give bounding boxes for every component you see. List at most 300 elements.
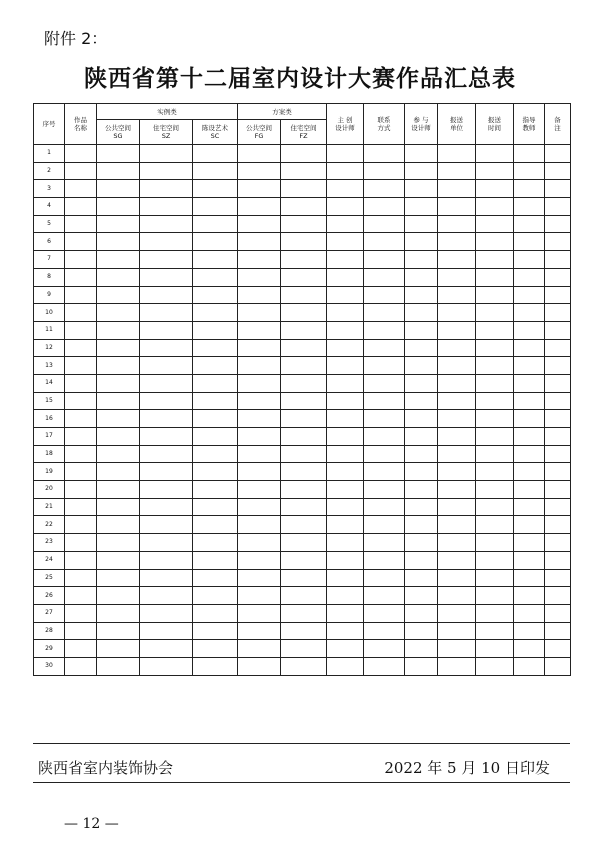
table-cell[interactable] <box>545 428 571 446</box>
table-cell[interactable] <box>281 481 327 499</box>
table-cell[interactable] <box>514 304 545 322</box>
table-cell[interactable] <box>514 392 545 410</box>
table-cell[interactable] <box>438 180 476 198</box>
table-cell[interactable] <box>405 410 438 428</box>
table-cell[interactable] <box>364 374 405 392</box>
table-cell[interactable] <box>327 304 364 322</box>
table-cell[interactable] <box>327 498 364 516</box>
table-cell[interactable] <box>238 534 281 552</box>
table-cell[interactable] <box>140 622 193 640</box>
table-cell[interactable] <box>65 357 97 375</box>
table-cell[interactable] <box>238 357 281 375</box>
table-cell[interactable] <box>65 374 97 392</box>
table-cell[interactable] <box>140 392 193 410</box>
table-cell[interactable] <box>65 392 97 410</box>
table-cell[interactable] <box>438 321 476 339</box>
table-cell[interactable] <box>193 339 238 357</box>
table-cell[interactable] <box>281 392 327 410</box>
table-cell[interactable] <box>327 180 364 198</box>
table-cell[interactable] <box>438 145 476 163</box>
table-cell[interactable] <box>97 569 140 587</box>
table-cell[interactable] <box>327 516 364 534</box>
table-cell[interactable] <box>238 410 281 428</box>
table-cell[interactable] <box>193 516 238 534</box>
table-cell[interactable] <box>65 445 97 463</box>
table-cell[interactable] <box>238 428 281 446</box>
table-cell[interactable] <box>238 604 281 622</box>
table-cell[interactable] <box>281 374 327 392</box>
table-cell[interactable] <box>65 268 97 286</box>
table-cell[interactable] <box>97 304 140 322</box>
table-cell[interactable] <box>476 233 514 251</box>
table-cell[interactable] <box>281 534 327 552</box>
table-cell[interactable] <box>545 622 571 640</box>
table-cell[interactable] <box>405 481 438 499</box>
table-cell[interactable] <box>514 516 545 534</box>
table-cell[interactable] <box>545 339 571 357</box>
table-cell[interactable] <box>405 569 438 587</box>
table-cell[interactable] <box>140 551 193 569</box>
table-cell[interactable] <box>193 251 238 269</box>
table-cell[interactable] <box>281 445 327 463</box>
table-cell[interactable] <box>97 162 140 180</box>
table-cell[interactable] <box>97 428 140 446</box>
table-cell[interactable] <box>281 233 327 251</box>
table-cell[interactable] <box>65 304 97 322</box>
table-cell[interactable] <box>438 215 476 233</box>
table-cell[interactable] <box>514 410 545 428</box>
table-cell[interactable] <box>238 233 281 251</box>
table-cell[interactable] <box>193 463 238 481</box>
table-cell[interactable] <box>97 657 140 675</box>
table-cell[interactable] <box>238 587 281 605</box>
table-cell[interactable] <box>545 445 571 463</box>
table-cell[interactable] <box>514 604 545 622</box>
table-cell[interactable] <box>238 286 281 304</box>
table-cell[interactable] <box>364 392 405 410</box>
table-cell[interactable] <box>514 481 545 499</box>
table-cell[interactable] <box>476 428 514 446</box>
table-cell[interactable] <box>514 374 545 392</box>
table-cell[interactable] <box>364 162 405 180</box>
table-cell[interactable] <box>438 162 476 180</box>
table-cell[interactable] <box>97 357 140 375</box>
table-cell[interactable] <box>364 551 405 569</box>
table-cell[interactable] <box>140 251 193 269</box>
table-cell[interactable] <box>65 339 97 357</box>
table-cell[interactable] <box>97 251 140 269</box>
table-cell[interactable] <box>545 268 571 286</box>
table-cell[interactable] <box>97 534 140 552</box>
table-cell[interactable] <box>327 215 364 233</box>
table-cell[interactable] <box>65 321 97 339</box>
table-cell[interactable] <box>514 657 545 675</box>
table-cell[interactable] <box>327 268 364 286</box>
table-cell[interactable] <box>140 410 193 428</box>
table-cell[interactable] <box>281 180 327 198</box>
table-cell[interactable] <box>514 215 545 233</box>
table-cell[interactable] <box>545 498 571 516</box>
table-cell[interactable] <box>281 657 327 675</box>
table-cell[interactable] <box>327 569 364 587</box>
table-cell[interactable] <box>545 374 571 392</box>
table-cell[interactable] <box>65 162 97 180</box>
table-cell[interactable] <box>545 516 571 534</box>
table-cell[interactable] <box>238 569 281 587</box>
table-cell[interactable] <box>327 463 364 481</box>
table-cell[interactable] <box>140 374 193 392</box>
table-cell[interactable] <box>140 304 193 322</box>
table-cell[interactable] <box>65 604 97 622</box>
table-cell[interactable] <box>476 587 514 605</box>
table-cell[interactable] <box>545 233 571 251</box>
table-cell[interactable] <box>405 339 438 357</box>
table-cell[interactable] <box>140 569 193 587</box>
table-cell[interactable] <box>97 445 140 463</box>
table-cell[interactable] <box>281 215 327 233</box>
table-cell[interactable] <box>476 162 514 180</box>
table-cell[interactable] <box>405 445 438 463</box>
table-cell[interactable] <box>476 516 514 534</box>
table-cell[interactable] <box>193 410 238 428</box>
table-cell[interactable] <box>238 268 281 286</box>
table-cell[interactable] <box>238 145 281 163</box>
table-cell[interactable] <box>438 304 476 322</box>
table-cell[interactable] <box>281 622 327 640</box>
table-cell[interactable] <box>140 498 193 516</box>
table-cell[interactable] <box>438 640 476 658</box>
table-cell[interactable] <box>238 516 281 534</box>
table-cell[interactable] <box>476 145 514 163</box>
table-cell[interactable] <box>438 569 476 587</box>
table-cell[interactable] <box>476 198 514 216</box>
table-cell[interactable] <box>140 428 193 446</box>
table-cell[interactable] <box>97 516 140 534</box>
table-cell[interactable] <box>545 569 571 587</box>
table-cell[interactable] <box>327 233 364 251</box>
table-cell[interactable] <box>514 357 545 375</box>
table-cell[interactable] <box>364 357 405 375</box>
table-cell[interactable] <box>281 463 327 481</box>
table-cell[interactable] <box>238 481 281 499</box>
table-cell[interactable] <box>65 145 97 163</box>
table-cell[interactable] <box>140 162 193 180</box>
table-cell[interactable] <box>327 145 364 163</box>
table-cell[interactable] <box>238 640 281 658</box>
table-cell[interactable] <box>97 286 140 304</box>
table-cell[interactable] <box>97 233 140 251</box>
table-cell[interactable] <box>193 498 238 516</box>
table-cell[interactable] <box>97 463 140 481</box>
table-cell[interactable] <box>281 198 327 216</box>
table-cell[interactable] <box>514 498 545 516</box>
table-cell[interactable] <box>438 233 476 251</box>
table-cell[interactable] <box>65 428 97 446</box>
table-cell[interactable] <box>193 304 238 322</box>
table-cell[interactable] <box>238 657 281 675</box>
table-cell[interactable] <box>364 445 405 463</box>
table-cell[interactable] <box>281 498 327 516</box>
table-cell[interactable] <box>364 640 405 658</box>
table-cell[interactable] <box>405 162 438 180</box>
table-cell[interactable] <box>65 481 97 499</box>
table-cell[interactable] <box>476 551 514 569</box>
table-cell[interactable] <box>281 162 327 180</box>
table-cell[interactable] <box>97 392 140 410</box>
table-cell[interactable] <box>438 251 476 269</box>
table-cell[interactable] <box>405 268 438 286</box>
table-cell[interactable] <box>238 162 281 180</box>
table-cell[interactable] <box>545 198 571 216</box>
table-cell[interactable] <box>476 392 514 410</box>
table-cell[interactable] <box>405 657 438 675</box>
table-cell[interactable] <box>438 587 476 605</box>
table-cell[interactable] <box>514 463 545 481</box>
table-cell[interactable] <box>364 481 405 499</box>
table-cell[interactable] <box>327 640 364 658</box>
table-cell[interactable] <box>545 481 571 499</box>
table-cell[interactable] <box>476 445 514 463</box>
table-cell[interactable] <box>405 145 438 163</box>
table-cell[interactable] <box>327 587 364 605</box>
table-cell[interactable] <box>193 268 238 286</box>
table-cell[interactable] <box>476 374 514 392</box>
table-cell[interactable] <box>281 604 327 622</box>
table-cell[interactable] <box>238 392 281 410</box>
table-cell[interactable] <box>193 374 238 392</box>
table-cell[interactable] <box>193 162 238 180</box>
table-cell[interactable] <box>238 251 281 269</box>
table-cell[interactable] <box>327 339 364 357</box>
table-cell[interactable] <box>140 321 193 339</box>
table-cell[interactable] <box>514 587 545 605</box>
table-cell[interactable] <box>514 180 545 198</box>
table-cell[interactable] <box>405 286 438 304</box>
table-cell[interactable] <box>514 286 545 304</box>
table-cell[interactable] <box>514 622 545 640</box>
table-cell[interactable] <box>238 304 281 322</box>
table-cell[interactable] <box>364 410 405 428</box>
table-cell[interactable] <box>438 198 476 216</box>
table-cell[interactable] <box>97 498 140 516</box>
table-cell[interactable] <box>327 657 364 675</box>
table-cell[interactable] <box>545 640 571 658</box>
table-cell[interactable] <box>65 198 97 216</box>
table-cell[interactable] <box>193 145 238 163</box>
table-cell[interactable] <box>405 551 438 569</box>
table-cell[interactable] <box>438 622 476 640</box>
table-cell[interactable] <box>364 604 405 622</box>
table-cell[interactable] <box>140 286 193 304</box>
table-cell[interactable] <box>545 534 571 552</box>
table-cell[interactable] <box>193 587 238 605</box>
table-cell[interactable] <box>364 321 405 339</box>
table-cell[interactable] <box>405 357 438 375</box>
table-cell[interactable] <box>193 569 238 587</box>
table-cell[interactable] <box>405 198 438 216</box>
table-cell[interactable] <box>514 321 545 339</box>
table-cell[interactable] <box>438 463 476 481</box>
table-cell[interactable] <box>438 339 476 357</box>
table-cell[interactable] <box>140 445 193 463</box>
table-cell[interactable] <box>327 374 364 392</box>
table-cell[interactable] <box>364 534 405 552</box>
table-cell[interactable] <box>405 428 438 446</box>
table-cell[interactable] <box>364 251 405 269</box>
table-cell[interactable] <box>514 445 545 463</box>
table-cell[interactable] <box>405 251 438 269</box>
table-cell[interactable] <box>476 622 514 640</box>
table-cell[interactable] <box>545 145 571 163</box>
table-cell[interactable] <box>65 587 97 605</box>
table-cell[interactable] <box>140 640 193 658</box>
table-cell[interactable] <box>281 304 327 322</box>
table-cell[interactable] <box>545 357 571 375</box>
table-cell[interactable] <box>281 145 327 163</box>
table-cell[interactable] <box>140 481 193 499</box>
table-cell[interactable] <box>405 215 438 233</box>
table-cell[interactable] <box>545 215 571 233</box>
table-cell[interactable] <box>476 463 514 481</box>
table-cell[interactable] <box>140 534 193 552</box>
table-cell[interactable] <box>364 304 405 322</box>
table-cell[interactable] <box>238 445 281 463</box>
table-cell[interactable] <box>545 286 571 304</box>
table-cell[interactable] <box>545 463 571 481</box>
table-cell[interactable] <box>405 392 438 410</box>
table-cell[interactable] <box>327 286 364 304</box>
table-cell[interactable] <box>65 534 97 552</box>
table-cell[interactable] <box>514 233 545 251</box>
table-cell[interactable] <box>364 587 405 605</box>
table-cell[interactable] <box>97 198 140 216</box>
table-cell[interactable] <box>65 498 97 516</box>
table-cell[interactable] <box>476 569 514 587</box>
table-cell[interactable] <box>65 463 97 481</box>
table-cell[interactable] <box>545 657 571 675</box>
table-cell[interactable] <box>364 463 405 481</box>
table-cell[interactable] <box>238 321 281 339</box>
table-cell[interactable] <box>97 551 140 569</box>
table-cell[interactable] <box>327 198 364 216</box>
table-cell[interactable] <box>514 640 545 658</box>
table-cell[interactable] <box>405 516 438 534</box>
table-cell[interactable] <box>281 321 327 339</box>
table-cell[interactable] <box>476 251 514 269</box>
table-cell[interactable] <box>193 622 238 640</box>
table-cell[interactable] <box>327 251 364 269</box>
table-cell[interactable] <box>281 410 327 428</box>
table-cell[interactable] <box>193 357 238 375</box>
table-cell[interactable] <box>140 463 193 481</box>
table-cell[interactable] <box>238 463 281 481</box>
table-cell[interactable] <box>514 428 545 446</box>
table-cell[interactable] <box>281 551 327 569</box>
table-cell[interactable] <box>545 587 571 605</box>
table-cell[interactable] <box>438 516 476 534</box>
table-cell[interactable] <box>545 604 571 622</box>
table-cell[interactable] <box>438 481 476 499</box>
table-cell[interactable] <box>193 534 238 552</box>
table-cell[interactable] <box>140 604 193 622</box>
table-cell[interactable] <box>438 445 476 463</box>
table-cell[interactable] <box>238 498 281 516</box>
table-cell[interactable] <box>65 251 97 269</box>
table-cell[interactable] <box>476 481 514 499</box>
table-cell[interactable] <box>140 180 193 198</box>
table-cell[interactable] <box>281 516 327 534</box>
table-cell[interactable] <box>97 374 140 392</box>
table-cell[interactable] <box>281 339 327 357</box>
table-cell[interactable] <box>405 534 438 552</box>
table-cell[interactable] <box>327 162 364 180</box>
table-cell[interactable] <box>193 392 238 410</box>
table-cell[interactable] <box>514 339 545 357</box>
table-cell[interactable] <box>65 640 97 658</box>
table-cell[interactable] <box>476 410 514 428</box>
table-cell[interactable] <box>193 215 238 233</box>
table-cell[interactable] <box>193 445 238 463</box>
table-cell[interactable] <box>327 551 364 569</box>
table-cell[interactable] <box>364 498 405 516</box>
table-cell[interactable] <box>438 268 476 286</box>
table-cell[interactable] <box>438 551 476 569</box>
table-cell[interactable] <box>140 339 193 357</box>
table-cell[interactable] <box>545 162 571 180</box>
table-cell[interactable] <box>476 604 514 622</box>
table-cell[interactable] <box>327 410 364 428</box>
table-cell[interactable] <box>140 587 193 605</box>
table-cell[interactable] <box>438 534 476 552</box>
table-cell[interactable] <box>514 162 545 180</box>
table-cell[interactable] <box>364 198 405 216</box>
table-cell[interactable] <box>405 321 438 339</box>
table-cell[interactable] <box>238 339 281 357</box>
table-cell[interactable] <box>545 551 571 569</box>
table-cell[interactable] <box>65 410 97 428</box>
table-cell[interactable] <box>364 233 405 251</box>
table-cell[interactable] <box>193 551 238 569</box>
table-cell[interactable] <box>514 251 545 269</box>
table-cell[interactable] <box>193 198 238 216</box>
table-cell[interactable] <box>97 321 140 339</box>
table-cell[interactable] <box>476 357 514 375</box>
table-cell[interactable] <box>281 357 327 375</box>
table-cell[interactable] <box>327 481 364 499</box>
table-cell[interactable] <box>193 428 238 446</box>
table-cell[interactable] <box>364 516 405 534</box>
table-cell[interactable] <box>545 304 571 322</box>
table-cell[interactable] <box>438 657 476 675</box>
table-cell[interactable] <box>193 481 238 499</box>
table-cell[interactable] <box>364 286 405 304</box>
table-cell[interactable] <box>545 251 571 269</box>
table-cell[interactable] <box>405 463 438 481</box>
table-cell[interactable] <box>97 622 140 640</box>
table-cell[interactable] <box>476 321 514 339</box>
table-cell[interactable] <box>97 180 140 198</box>
table-cell[interactable] <box>327 428 364 446</box>
table-cell[interactable] <box>405 587 438 605</box>
table-cell[interactable] <box>140 198 193 216</box>
table-cell[interactable] <box>514 198 545 216</box>
table-cell[interactable] <box>97 145 140 163</box>
table-cell[interactable] <box>238 551 281 569</box>
table-cell[interactable] <box>193 321 238 339</box>
table-cell[interactable] <box>281 587 327 605</box>
table-cell[interactable] <box>514 268 545 286</box>
table-cell[interactable] <box>238 215 281 233</box>
